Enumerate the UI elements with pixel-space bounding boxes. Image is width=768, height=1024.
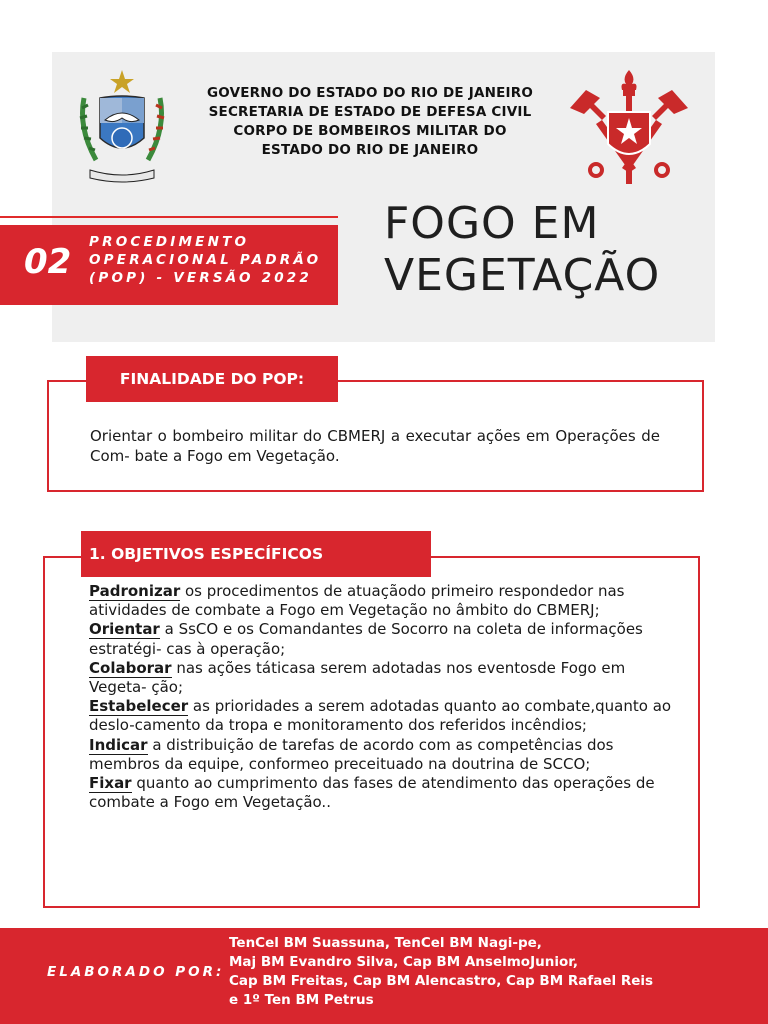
- objective-text: as prioridades a serem adotadas quanto ao combate,quanto ao deslo-camento da tropa e monitoramento dos referidos incêndios;: [89, 697, 672, 735]
- title-line-1: FOGO EM: [384, 198, 600, 249]
- objetivos-list: [89, 582, 679, 812]
- objective-keyword: Estabelecer: [89, 697, 189, 716]
- footer-authors: [229, 934, 749, 1010]
- list-item: [89, 620, 679, 658]
- list-item: [89, 774, 679, 812]
- footer-label: ELABORADO POR:: [47, 964, 225, 980]
- list-item: [89, 736, 679, 774]
- pop-line-1: PROCEDIMENTO: [89, 234, 250, 250]
- objective-keyword: Padronizar: [89, 582, 181, 600]
- gov-line-3: CORPO DE BOMBEIROS MILITAR DO: [233, 123, 507, 139]
- document-title: [384, 198, 660, 302]
- author-line-2: Maj BM Evandro Silva, Cap BM AnselmoJunior,: [229, 954, 579, 970]
- gov-line-1: GOVERNO DO ESTADO DO RIO DE JANEIRO: [206, 85, 534, 101]
- title-line-2: VEGETAÇÃO: [384, 250, 661, 301]
- finalidade-text: Orientar o bombeiro militar do CBMERJ a executar ações em Operações de Com- bate a Fogo em Vegetação.: [90, 427, 660, 465]
- objective-keyword: Orientar: [89, 620, 160, 639]
- pop-number: 02: [24, 242, 72, 282]
- objetivos-heading: 1. OBJETIVOS ESPECÍFICOS: [81, 531, 431, 577]
- author-line-1: TenCel BM Suassuna, TenCel BM Nagi-pe,: [229, 935, 542, 951]
- objective-text: quanto ao cumprimento das fases de atendimento das operações de combate a Fogo em Vegetação..: [89, 774, 655, 812]
- gov-line-4: ESTADO DO RIO DE JANEIRO: [261, 142, 479, 158]
- objective-text: os procedimentos de atuaçãodo primeiro respondedor nas atividades de combate a Fogo em Vegetação no âmbito do CBMERJ;: [89, 582, 625, 620]
- objective-text: nas ações táticasa serem adotadas nos eventosde Fogo em Vegeta- ção;: [89, 658, 626, 697]
- objective-text: a distribuição de tarefas de acordo com as competências dos membros da equipe, conformeo preceituado na doutrina de SCCO;: [89, 735, 614, 773]
- list-item: [89, 659, 679, 697]
- author-line-4: e 1º Ten BM Petrus: [229, 992, 374, 1008]
- pop-line-2: OPERACIONAL PADRÃO: [89, 252, 322, 268]
- list-item: [89, 582, 679, 620]
- list-item: [89, 697, 679, 735]
- pop-label: [89, 233, 321, 287]
- author-line-3: Cap BM Freitas, Cap BM Alencastro, Cap BM Rafael Reis: [229, 973, 654, 989]
- coat-of-arms-icon: [70, 68, 174, 188]
- objective-keyword: Colaborar: [89, 658, 172, 677]
- fire-emblem-icon: [566, 68, 692, 188]
- objective-keyword: Indicar: [89, 735, 148, 754]
- gov-line-2: SECRETARIA DE ESTADO DE DEFESA CIVIL: [208, 104, 532, 120]
- pop-divider: [0, 216, 338, 218]
- objective-keyword: Fixar: [89, 774, 132, 793]
- pop-line-3: (POP) - VERSÃO 2022: [89, 270, 312, 286]
- finalidade-heading: FINALIDADE DO POP:: [86, 356, 338, 402]
- objective-text: a SsCO e os Comandantes de Socorro na coleta de informações estratégi- cas à operação;: [89, 620, 643, 658]
- government-header: [180, 84, 560, 160]
